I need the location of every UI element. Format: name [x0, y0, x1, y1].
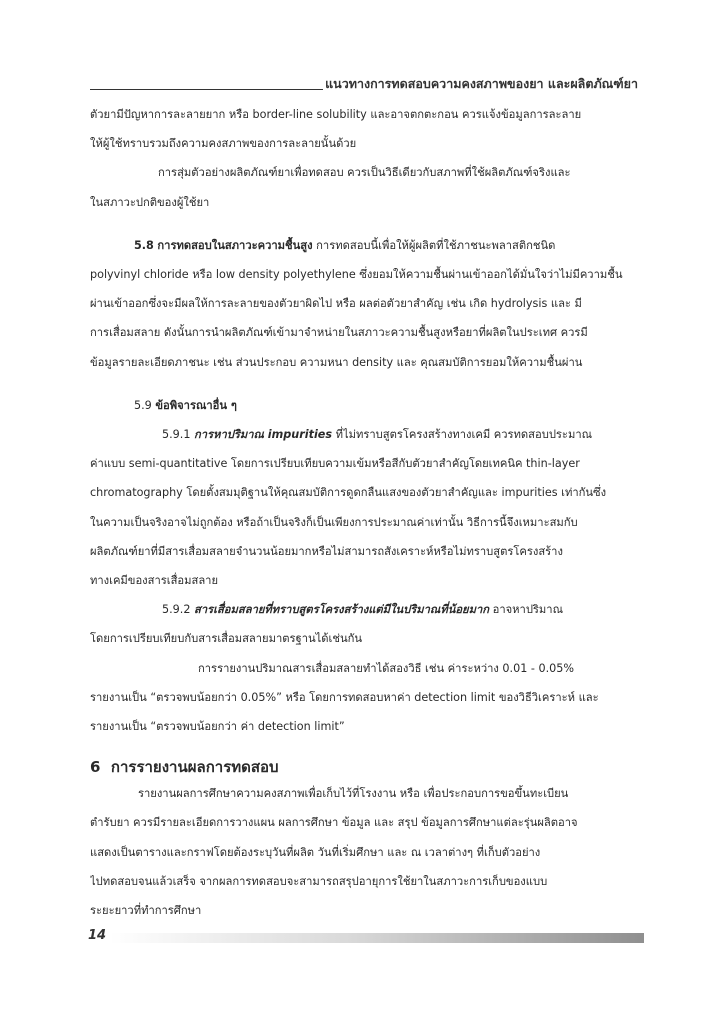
header-title: แนวทางการทดสอบความคงสภาพของยา และผลิตภัณฑ์ยา: [323, 74, 638, 94]
section-heading: การหาปริมาณ impurities: [194, 428, 333, 442]
text-line: [90, 595, 638, 624]
section-number: 5.8: [134, 238, 154, 252]
text-line: ข้อมูลรายละเอียดภาชนะ เช่น ส่วนประกอบ ความหนา density และ คุณสมบัติการยอมให้ความชื้นผ่าน: [90, 355, 583, 369]
text-line: ผ่านเข้าออกซึ่งจะมีผลให้การละลายของตัวยาผิดไป หรือ ผลต่อตัวยาสำคัญ เช่น เกิด hydrolysis และ มี: [90, 297, 582, 311]
text-line: แสดงเป็นตารางและกราฟโดยต้องระบุวันที่ผลิต วันที่เริ่มศึกษา และ ณ เวลาต่างๆ ที่เก็บตัวอย่าง: [90, 845, 541, 859]
text-line: การรายงานปริมาณสารเสื่อมสลายทำได้สองวิธี เช่น ค่าระหว่าง 0.01 - 0.05%: [198, 661, 575, 675]
section-text: การทดสอบนี้เพื่อให้ผู้ผลิตที่ใช้ภาชนะพลาสติกชนิด: [316, 238, 556, 252]
text-line: [90, 231, 638, 260]
text-line: ทางเคมีของสารเสื่อมสลาย: [90, 574, 219, 588]
section-text: อาจหาปริมาณ: [492, 603, 563, 617]
text-line: [90, 420, 638, 449]
text-line: ตำรับยา ควรมีรายละเอียดการวางแผน ผลการศึกษา ข้อมูล และ สรุป ข้อมูลการศึกษาแต่ละรุ่นผลิตอาจ: [90, 816, 578, 830]
text-line: โดยการเปรียบเทียบกับสารเสื่อมสลายมาตรฐานได้เช่นกัน: [90, 632, 363, 646]
text-line: ผลิตภัณฑ์ยาที่มีสารเสื่อมสลายจำนวนน้อยมากหรือไม่สามารถสังเคราะห์หรือไม่ทราบสูตรโครงสร้าง: [90, 544, 563, 558]
section-6-heading: [90, 753, 638, 779]
section-number: 5.9: [134, 398, 152, 412]
text-line: ระยะยาวที่ทำการศึกษา: [90, 904, 202, 918]
section-heading: ข้อพิจารณาอื่น ๆ: [155, 398, 237, 412]
section-5-9: [90, 391, 638, 420]
section-5-8: [90, 231, 638, 377]
section-number: 5.9.2: [162, 603, 191, 617]
text-line: ในสภาวะปกติของผู้ใช้ยา: [90, 195, 210, 209]
sampling-paragraph: [90, 158, 638, 216]
running-header: [90, 74, 638, 94]
section-text: ที่ไม่ทราบสูตรโครงสร้างทางเคมี ควรทดสอบประมาณ: [335, 428, 592, 442]
text-line: รายงานผลการศึกษาความคงสภาพเพื่อเก็บไว้ที่โรงงาน หรือ เพื่อประกอบการขอขึ้นทะเบียน: [138, 787, 569, 801]
section-5-9-2: [90, 595, 638, 741]
page-footer: [84, 926, 644, 948]
section-5-9-1: [90, 420, 638, 595]
intro-paragraph: [90, 100, 638, 158]
section-number: 6: [90, 758, 101, 777]
text-line: ไปทดสอบจนแล้วเสร็จ จากผลการทดสอบจะสามารถสรุปอายุการใช้ยาในสภาวะการเก็บของแบบ: [90, 874, 548, 888]
section-heading: สารเสื่อมสลายที่ทราบสูตรโครงสร้างแต่มีในปริมาณที่น้อยมาก: [194, 603, 490, 617]
page-number: 14: [88, 928, 107, 943]
section-number: 5.9.1: [162, 428, 191, 442]
text-line: การเสื่อมสลาย ดังนั้นการนำผลิตภัณฑ์เข้ามาจำหน่ายในสภาวะความชื้นสูงหรือยาที่ผลิตในประเทศ ควรมี: [90, 326, 588, 340]
text-line: รายงานเป็น “ตรวจพบน้อยกว่า 0.05%” หรือ โดยการทดสอบหาค่า detection limit ของวิธีวิเคราะห์ และ: [90, 690, 599, 704]
page-content: [90, 100, 638, 925]
text-line: ค่าแบบ semi-quantitative โดยการเปรียบเทียบความเข้มหรือสีกับตัวยาสำคัญโดยเทคนิค thin-layer: [90, 457, 580, 471]
text-line: polyvinyl chloride หรือ low density polyethylene ซึ่งยอมให้ความชื้นผ่านเข้าออกได้มั่นใจว่าไม่มีความชื้น: [90, 268, 623, 282]
section-6: [90, 779, 638, 925]
section-heading: การทดสอบในสภาวะความชื้นสูง: [157, 238, 313, 252]
footer-gradient-bar: [110, 933, 644, 943]
text-line: การสุ่มตัวอย่างผลิตภัณฑ์ยาเพื่อทดสอบ ควรเป็นวิธีเดียวกับสภาพที่ใช้ผลิตภัณฑ์จริงและ: [158, 166, 571, 180]
text-line: รายงานเป็น “ตรวจพบน้อยกว่า ค่า detection limit”: [90, 720, 345, 734]
text-line: ให้ผู้ใช้ทราบรวมถึงความคงสภาพของการละลายนั้นด้วย: [90, 137, 357, 151]
text-line: ตัวยามีปัญหาการละลายยาก หรือ border-line solubility และอาจตกตะกอน ควรแจ้งข้อมูลการละลาย: [90, 108, 582, 121]
section-heading: การรายงานผลการทดสอบ: [110, 758, 279, 777]
text-line: ในความเป็นจริงอาจไม่ถูกต้อง หรือถ้าเป็นจริงก็เป็นเพียงการประมาณค่าเท่านั้น วิธีการนี้จึงเหมาะสมกับ: [90, 515, 578, 529]
text-line: [90, 391, 638, 420]
text-line: chromatography โดยตั้งสมมุติฐานให้คุณสมบัติการดูดกลืนแสงของตัวยาสำคัญและ impurities เท่ากันซึ่ง: [90, 486, 607, 500]
